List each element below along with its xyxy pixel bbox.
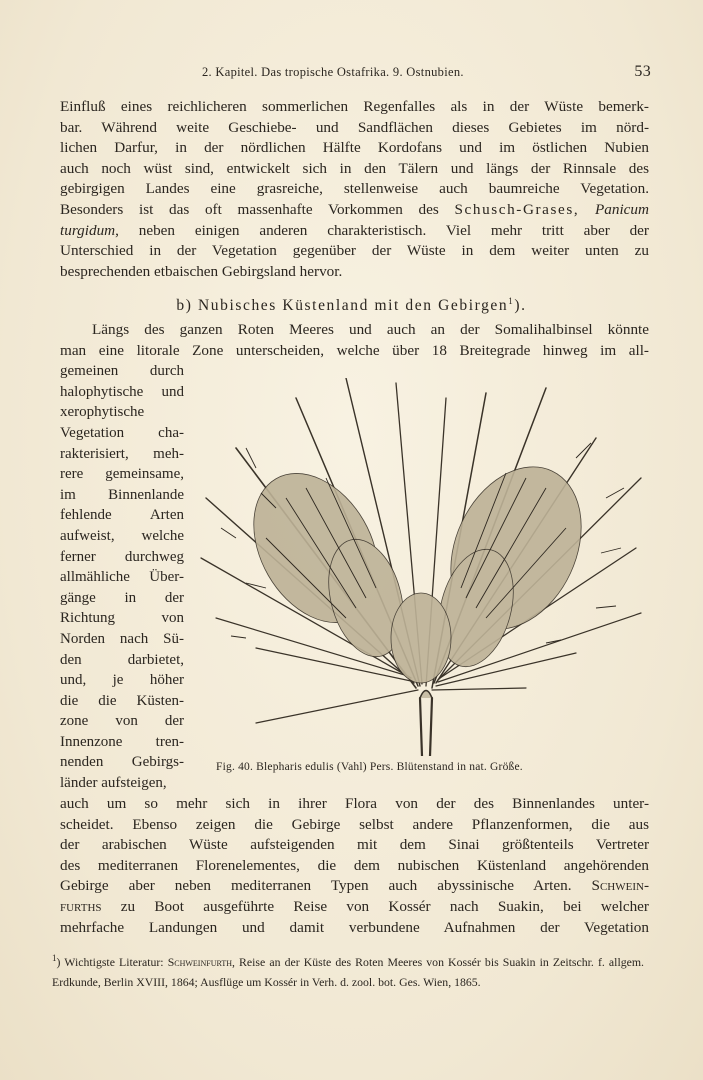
- text-line: allmähliche Über-: [60, 569, 184, 586]
- text-line: Norden nach Sü-: [60, 630, 184, 647]
- figure-illustration: [196, 378, 646, 761]
- text-line: Innenzone tren-: [60, 733, 184, 750]
- text-line: nenden Gebirgs-: [60, 754, 184, 771]
- text-line: lichen Darfur, in der nördlichen Hälfte Kordofans und im östlichen Nubien: [60, 139, 649, 157]
- text-line: Vegetation cha-: [60, 424, 184, 441]
- text-line: gemeinen durch: [60, 363, 184, 380]
- text-line: scheidet. Ebenso zeigen die Gebirge selbst andere Pflanzenformen, die aus: [60, 815, 649, 833]
- footnote-mark: 1: [52, 953, 57, 963]
- text-line: halophytische und: [60, 383, 184, 400]
- author-name: Schwein-: [591, 877, 650, 895]
- section-heading-label: b) Nubisches Küstenland mit den Gebirgen: [176, 297, 509, 315]
- author-name: furths: [60, 898, 102, 915]
- wrapped-text-column: [60, 361, 184, 793]
- page-number: 53: [634, 63, 651, 80]
- section-heading-end: ).: [514, 297, 527, 315]
- section-heading: [0, 296, 703, 315]
- text-line: mehrfache Landungen und damit verbundene Aufnahmen der Vegetation: [60, 918, 649, 936]
- species-name: Panicum: [595, 201, 649, 218]
- text-line: Längs des ganzen Roten Meeres und auch an der Somalihalbinsel könnte: [92, 321, 649, 338]
- text-line: aufweist, welche: [60, 527, 184, 544]
- text-line: xerophytische: [60, 404, 145, 421]
- species-name: turgidum: [60, 221, 116, 239]
- text-line: der arabischen Wüste aufsteigenden mit dem Sinai größtenteils Vertreter: [60, 836, 649, 854]
- text-line: man eine litorale Zone unterscheiden, welche über 18 Breitegrade hinweg im all-: [60, 341, 649, 359]
- spaced-term: Schusch-Grases,: [454, 201, 580, 218]
- text-line: [60, 221, 649, 242]
- page-header: [60, 63, 651, 83]
- text-line: auch noch wüst sind, entwickelt sich in den Tälern und längs der Rinnsale des: [60, 159, 649, 177]
- text-line: rere gemeinsame,: [60, 466, 184, 483]
- text-line: Richtung von: [60, 610, 184, 627]
- text-span: Besonders ist das oft massenhafte Vorkommen des: [60, 201, 455, 218]
- text-line: zone von der: [60, 713, 184, 730]
- text-line: [60, 897, 649, 918]
- text-line: die die Küsten-: [60, 692, 184, 709]
- text-line: [60, 876, 649, 897]
- text-line: auch um so mehr sich in ihrer Flora von der des Binnenlandes unter-: [60, 795, 649, 812]
- text-line: gebirgigen Landes eine grasreiche, stellenweise auch baumreiche Vegetation.: [60, 180, 649, 198]
- text-line: bar. Während weite Geschiebe- und Sandflächen dieses Gebietes im nörd-: [60, 118, 649, 136]
- text-line: den darbietet,: [60, 651, 184, 668]
- footnote-ref: 1: [508, 296, 515, 306]
- text-line: Einfluß eines reichlicheren sommerlichen Regenfalles als in der Wüste bemerk-: [60, 98, 649, 115]
- text-span: Gebirge aber neben mediterranen Typen auch abyssinische Arten.: [60, 877, 572, 895]
- author-name: Schweinfurth: [167, 954, 232, 969]
- text-span: zu Boot ausgeführte Reise von Kossér nach Suakin, bei welcher: [101, 898, 649, 915]
- text-line: fehlende Arten: [60, 507, 184, 524]
- figure-caption: Fig. 40. Blepharis edulis (Vahl) Pers. Blütenstand in nat. Größe.: [216, 761, 523, 773]
- blepharis-plant-illustration: [196, 378, 646, 756]
- running-title: 2. Kapitel. Das tropische Ostafrika. 9. Ostnubien.: [202, 65, 464, 79]
- text-line: gänge in der: [60, 589, 184, 606]
- text-line: länder aufsteigen,: [60, 775, 167, 792]
- text-line: und, je höher: [60, 672, 184, 689]
- text-line: des mediterranen Florenelementes, die dem nubischen Küstenland angehörenden: [60, 856, 649, 874]
- footnote-text: , Reise an der Küste des Roten Meeres von Kossér bis Suakin in Zeitschr. f. allgem. Erdkunde, Berlin XVIII, 1864; Ausflüge um Kossér in Verh. d. zool. bot. Ges. Wien, 1865.: [52, 954, 644, 989]
- text-line: besprechenden etbaischen Gebirgsland hervor.: [60, 262, 343, 280]
- footnote: [52, 948, 644, 992]
- text-span: , neben einigen anderen charakteristisch. Viel mehr tritt aber der: [115, 221, 649, 239]
- text-line: [60, 200, 649, 221]
- text-line: im Binnenlande: [60, 486, 184, 503]
- text-line: ferner durchweg: [60, 548, 184, 565]
- footnote-text: ) Wichtigste Literatur:: [56, 954, 168, 969]
- text-line: Unterschied in der Vegetation gegenüber der Wüste in dem weiter unten zu: [60, 242, 649, 260]
- text-line: rakterisiert, meh-: [60, 445, 184, 462]
